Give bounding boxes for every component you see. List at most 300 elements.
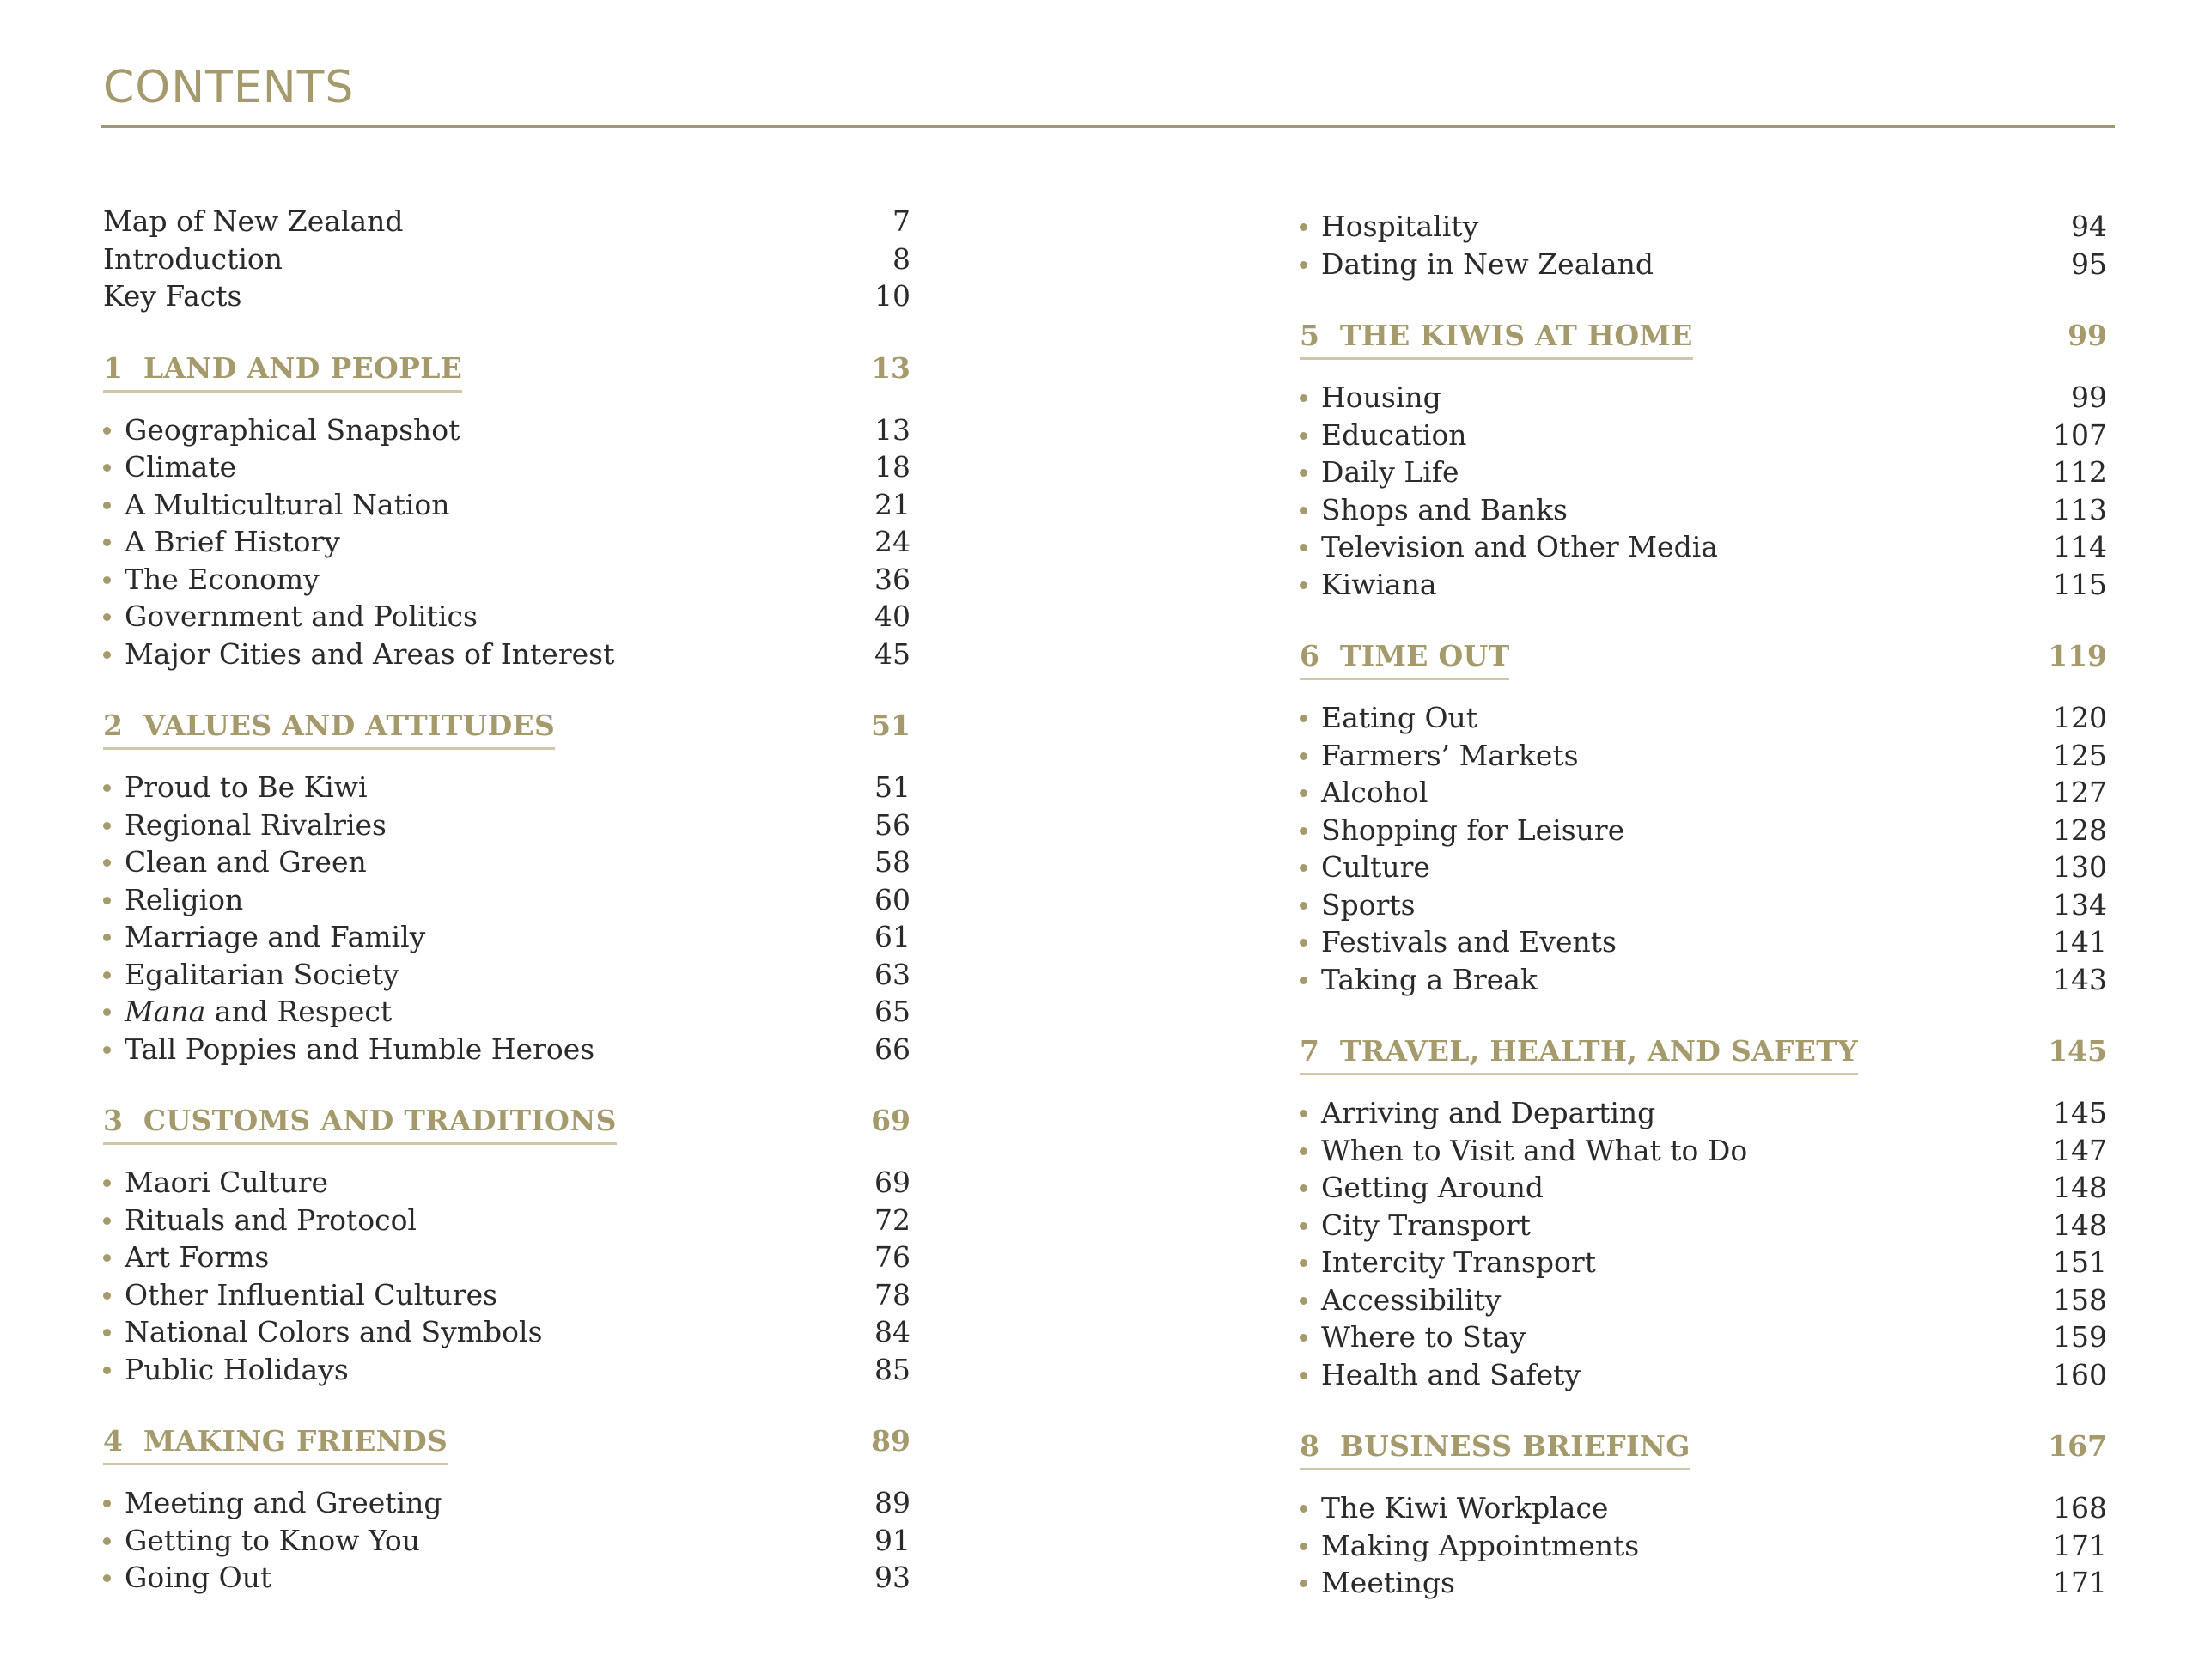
toc-entry-page-number: 115 <box>2053 567 2107 601</box>
toc-entry[interactable] <box>1300 699 2107 737</box>
toc-entry[interactable] <box>103 598 911 636</box>
toc-entry-page-number: 13 <box>874 412 911 447</box>
bullet-icon <box>103 1500 111 1507</box>
toc-entry[interactable] <box>103 636 911 673</box>
toc-entry[interactable] <box>103 1313 911 1351</box>
toc-entry[interactable] <box>103 1164 911 1202</box>
section-heading[interactable] <box>103 351 911 393</box>
toc-entry[interactable] <box>103 1484 911 1522</box>
toc-entry-page-number: 145 <box>2053 1096 2107 1129</box>
toc-entry-page-number: 107 <box>2053 417 2107 452</box>
toc-entry[interactable] <box>1300 961 2107 999</box>
toc-entry-label-text: Going Out <box>125 1561 272 1594</box>
section-page-number: 145 <box>2048 1034 2107 1068</box>
toc-entry-page-number: 143 <box>2053 962 2107 996</box>
toc-entry[interactable] <box>103 561 911 599</box>
section-title: 3 CUSTOMS AND TRADITIONS <box>103 1104 617 1145</box>
bullet-icon <box>103 822 111 830</box>
bullet-icon <box>1300 752 1307 760</box>
bullet-icon <box>1300 1147 1307 1155</box>
bullet-icon <box>103 539 111 546</box>
toc-entry-label-text: The Economy <box>125 562 320 596</box>
toc-entry-label-text: and Respect <box>205 995 393 1028</box>
bullet-icon <box>103 897 111 904</box>
toc-entry-page-number: 160 <box>2053 1357 2107 1391</box>
toc-entry-label <box>103 993 392 1031</box>
toc-entry-label <box>103 1239 269 1276</box>
section-heading[interactable] <box>1300 639 2107 680</box>
toc-entry-page-number: 40 <box>874 600 911 633</box>
toc-entry[interactable] <box>1300 566 2107 604</box>
toc-entry-label <box>103 881 243 919</box>
toc-entry-label-text: Housing <box>1321 380 1441 414</box>
toc-entry-page-number: 171 <box>2053 1566 2107 1599</box>
toc-entry-page-number: 65 <box>874 995 911 1028</box>
toc-entry-label-text: Meetings <box>1321 1566 1455 1599</box>
bullet-icon <box>103 502 111 509</box>
toc-entry-page-number: 130 <box>2053 850 2107 884</box>
toc-entry-label <box>103 956 399 994</box>
toc-entry[interactable] <box>103 769 911 807</box>
toc-entry[interactable] <box>103 277 911 315</box>
section-heading[interactable] <box>1300 1429 2107 1470</box>
toc-entry-label <box>1300 1244 1596 1281</box>
toc-entry-label-text: Accessibility <box>1321 1282 1502 1317</box>
toc-entry-page-number: 159 <box>2053 1320 2107 1354</box>
bullet-icon <box>103 1179 111 1187</box>
toc-entry[interactable] <box>1300 491 2107 529</box>
toc-entry-label-text: Public Holidays <box>125 1352 349 1386</box>
bullet-icon <box>103 1537 111 1545</box>
toc-section <box>103 1104 911 1388</box>
bullet-icon <box>1300 1580 1307 1587</box>
toc-entry[interactable] <box>1300 1489 2107 1527</box>
toc-entry-page-number: 94 <box>2071 210 2107 243</box>
toc-entry-label-text: Festivals and Events <box>1321 925 1617 959</box>
toc-entry[interactable] <box>1300 1094 2107 1132</box>
bullet-icon <box>1300 1543 1307 1550</box>
toc-entry[interactable] <box>1300 1207 2107 1245</box>
toc-entry[interactable] <box>1300 1169 2107 1207</box>
toc-entry-label-text: Shops and Banks <box>1321 492 1568 527</box>
toc-entry-page-number: 66 <box>874 1032 911 1066</box>
section-page-number: 99 <box>2068 319 2107 352</box>
toc-entry[interactable] <box>1300 1132 2107 1170</box>
section-title: 6 TIME OUT <box>1300 639 1509 680</box>
bullet-icon <box>1300 1184 1307 1192</box>
section-heading[interactable] <box>1300 319 2107 360</box>
toc-entry-label <box>1300 849 1430 886</box>
bullet-icon <box>1300 1110 1307 1117</box>
toc-entry-label <box>1300 737 1579 775</box>
bullet-icon <box>103 1574 111 1582</box>
section-page-number: 89 <box>871 1424 911 1458</box>
toc-entry-label-text: National Colors and Symbols <box>125 1315 543 1348</box>
toc-entry-label-text: Map of New Zealand <box>103 204 404 238</box>
toc-entry-label-text: When to Visit and What to Do <box>1321 1133 1748 1167</box>
section-title: 2 VALUES AND ATTITUDES <box>103 709 555 750</box>
bullet-icon <box>1300 1222 1307 1230</box>
toc-entry-page-number: 125 <box>2053 738 2107 772</box>
toc-entry-label <box>103 240 283 278</box>
bullet-icon <box>103 1329 111 1336</box>
section-title: 7 TRAVEL, HEALTH, AND SAFETY <box>1300 1034 1858 1075</box>
toc-entry[interactable] <box>103 1202 911 1239</box>
toc-entry-label-text: Getting Around <box>1321 1171 1544 1204</box>
toc-entry-label <box>103 486 450 524</box>
toc-entry-page-number: 45 <box>874 636 911 671</box>
toc-entry-page-number: 60 <box>874 882 911 916</box>
toc-entry-page-number: 84 <box>874 1315 911 1348</box>
toc-entry-label-text: Rituals and Protocol <box>125 1202 417 1237</box>
bullet-icon <box>103 1254 111 1262</box>
toc-entry-label-text: Climate <box>125 450 237 484</box>
toc-entry-label-text: Taking a Break <box>1321 962 1538 996</box>
toc-entry-page-number: 147 <box>2053 1133 2107 1167</box>
bullet-icon <box>1300 715 1307 722</box>
toc-entry-page-number: 58 <box>874 845 911 879</box>
toc-entry-page-number: 24 <box>874 525 911 558</box>
toc-entry-label <box>103 1559 271 1597</box>
toc-entry[interactable] <box>1300 1527 2107 1565</box>
toc-entry-label-text: A Brief History <box>125 525 340 558</box>
toc-entry-page-number: 168 <box>2053 1491 2107 1525</box>
toc-entry-page-number: 10 <box>874 279 911 313</box>
toc-entry[interactable] <box>103 956 911 994</box>
toc-entry-label <box>1300 566 1437 604</box>
bullet-icon <box>1300 977 1307 984</box>
bullet-icon <box>1300 1297 1307 1305</box>
toc-entry-page-number: 120 <box>2053 701 2107 734</box>
toc-entry[interactable] <box>1300 812 2107 849</box>
toc-entry-page-number: 72 <box>874 1202 911 1237</box>
toc-entry-label-text: Sports <box>1321 887 1416 922</box>
toc-entry[interactable] <box>103 843 911 881</box>
toc-entry-page-number: 114 <box>2053 530 2107 563</box>
toc-entry-page-number: 95 <box>2071 247 2107 281</box>
toc-entry[interactable] <box>103 1559 911 1597</box>
toc-entry[interactable] <box>103 1239 911 1276</box>
section-title: 5 THE KIWIS AT HOME <box>1300 319 1693 360</box>
toc-entry-label <box>103 1484 442 1522</box>
toc-entry-label <box>103 277 241 315</box>
bullet-icon <box>103 613 111 621</box>
bullet-icon <box>1300 864 1307 872</box>
toc-entry-label-text: Clean and Green <box>125 845 367 879</box>
section-heading[interactable] <box>103 709 911 750</box>
bullet-icon <box>103 859 111 867</box>
toc-entry-label <box>103 843 367 881</box>
toc-entry-label <box>1300 417 1467 454</box>
toc-entry-label-text: Meeting and Greeting <box>125 1486 442 1519</box>
toc-entry-label-text: Regional Rivalries <box>125 807 387 842</box>
bullet-icon <box>1300 789 1307 797</box>
toc-section <box>1300 1034 2107 1393</box>
bullet-icon <box>1300 1505 1307 1513</box>
toc-entry-label <box>103 598 478 636</box>
right-column <box>1300 203 2107 1602</box>
toc-entry-label <box>103 1164 328 1202</box>
title-rule <box>101 125 2115 128</box>
toc-entry-page-number: 141 <box>2053 925 2107 959</box>
bullet-icon <box>1300 469 1307 477</box>
toc-entry[interactable] <box>1300 208 2107 246</box>
toc-entry-label <box>1300 1356 1581 1394</box>
toc-entry-label-text: Eating Out <box>1321 701 1478 734</box>
toc-entry-label-text: City Transport <box>1321 1208 1531 1242</box>
bullet-icon <box>1300 581 1307 589</box>
continued-entries <box>1300 208 2107 283</box>
toc-entry-label <box>1300 961 1538 999</box>
toc-entry-label-text: Shopping for Leisure <box>1321 813 1625 847</box>
toc-entry-label <box>1300 246 1654 283</box>
toc-entry-label <box>1300 1132 1747 1170</box>
toc-entry-label <box>1300 886 1416 924</box>
toc-entry-label-text: Arriving and Departing <box>1321 1096 1656 1129</box>
toc-entry-label-text: Where to Stay <box>1321 1320 1526 1354</box>
toc-entry-label-text: Government and Politics <box>125 600 478 633</box>
toc-entry[interactable] <box>103 881 911 919</box>
toc-entry[interactable] <box>103 1276 911 1314</box>
toc-entry-label-text: Egalitarian Society <box>125 957 399 991</box>
toc-entry[interactable] <box>103 918 911 956</box>
toc-entry[interactable] <box>1300 417 2107 454</box>
toc-entry-label <box>103 1276 497 1314</box>
toc-entry-label-text: The Kiwi Workplace <box>1321 1491 1609 1525</box>
toc-entry[interactable] <box>1300 453 2107 491</box>
section-heading[interactable] <box>103 1104 911 1145</box>
toc-entry-label <box>103 1522 420 1560</box>
intro-entries <box>103 203 911 315</box>
toc-entry[interactable] <box>103 240 911 278</box>
bullet-icon <box>103 1008 111 1016</box>
bullet-icon <box>1300 507 1307 514</box>
toc-entry-label <box>1300 453 1459 491</box>
bullet-icon <box>1300 1334 1307 1342</box>
toc-entry-label <box>1300 812 1624 849</box>
toc-entry-page-number: 89 <box>874 1486 911 1519</box>
toc-entry-page-number: 21 <box>874 487 911 521</box>
toc-entry[interactable] <box>103 993 911 1031</box>
toc-entry[interactable] <box>1300 246 2107 283</box>
toc-entry[interactable] <box>1300 1318 2107 1356</box>
toc-entry-page-number: 128 <box>2053 813 2107 847</box>
toc-entry-label-text: Getting to Know You <box>125 1523 421 1557</box>
toc-entry-page-number: 7 <box>892 204 911 238</box>
toc-entry-label-text: Culture <box>1321 850 1430 884</box>
toc-entry-label-text: Alcohol <box>1321 776 1428 809</box>
toc-entry-label-text: Hospitality <box>1321 210 1479 243</box>
bullet-icon <box>103 1046 111 1054</box>
toc-entry[interactable] <box>1300 379 2107 417</box>
toc-entry-label <box>103 807 387 844</box>
bullet-icon <box>1300 223 1307 231</box>
left-column <box>103 203 911 1597</box>
toc-entry-label-text: Education <box>1321 417 1467 452</box>
toc-entry-page-number: 171 <box>2053 1528 2107 1562</box>
toc-entry-page-number: 158 <box>2053 1282 2107 1317</box>
toc-entry-label <box>1300 379 1441 417</box>
toc-entry-label <box>103 561 320 599</box>
bullet-icon <box>1300 1372 1307 1379</box>
toc-entry-page-number: 127 <box>2053 776 2107 809</box>
toc-entry[interactable] <box>103 1031 911 1068</box>
toc-entry[interactable] <box>1300 737 2107 775</box>
toc-entry[interactable] <box>103 1351 911 1389</box>
toc-entry-page-number: 36 <box>874 562 911 596</box>
bullet-icon <box>103 1367 111 1374</box>
toc-entry[interactable] <box>103 448 911 486</box>
toc-entry[interactable] <box>1300 1281 2107 1319</box>
toc-entry-label-text: Tall Poppies and Humble Heroes <box>125 1032 595 1066</box>
toc-entry[interactable] <box>103 523 911 561</box>
toc-section <box>103 709 911 1068</box>
section-heading[interactable] <box>1300 1034 2107 1075</box>
toc-entry-page-number: 113 <box>2053 492 2107 527</box>
toc-entry-label <box>1300 923 1617 961</box>
toc-entry-label-text: Key Facts <box>103 279 242 313</box>
toc-entry[interactable] <box>1300 1356 2107 1394</box>
bullet-icon <box>103 934 111 941</box>
section-page-number: 51 <box>871 709 911 742</box>
toc-entry-page-number: 51 <box>874 770 911 804</box>
toc-entry-label <box>103 1202 417 1239</box>
toc-entry-page-number: 76 <box>874 1240 911 1274</box>
toc-entry-page-number: 63 <box>874 957 911 991</box>
toc-entry-label <box>1300 1207 1531 1245</box>
toc-entry[interactable] <box>103 486 911 524</box>
toc-entry-label-text: Introduction <box>103 241 283 276</box>
bullet-icon <box>103 464 111 472</box>
toc-entry-label-text: Maori Culture <box>125 1166 329 1199</box>
bullet-icon <box>1300 827 1307 835</box>
toc-entry-label <box>1300 774 1428 812</box>
toc-entry-label-text: Television and Other Media <box>1321 530 1718 563</box>
toc-entry-label-text: Religion <box>125 882 244 916</box>
toc-entry[interactable] <box>1300 1244 2107 1281</box>
toc-entry-page-number: 151 <box>2053 1245 2107 1279</box>
toc-entry[interactable] <box>103 1522 911 1560</box>
toc-entry-label-text: Major Cities and Areas of Interest <box>125 636 615 671</box>
toc-entry-label-text: Other Influential Cultures <box>125 1277 498 1312</box>
toc-entry-page-number: 8 <box>892 241 911 276</box>
bullet-icon <box>103 651 111 659</box>
toc-entry-label-text: Dating in New Zealand <box>1321 247 1654 281</box>
toc-entry-page-number: 78 <box>874 1277 911 1312</box>
bullet-icon <box>1300 432 1307 440</box>
toc-entry-label <box>1300 491 1568 529</box>
bullet-icon <box>103 427 111 435</box>
toc-entry-label-text: Daily Life <box>1321 455 1459 489</box>
bullet-icon <box>1300 544 1307 551</box>
section-title: 4 MAKING FRIENDS <box>103 1424 448 1465</box>
toc-entry[interactable] <box>1300 1564 2107 1602</box>
toc-entry-label <box>1300 1318 1526 1356</box>
toc-entry-label <box>103 411 460 449</box>
section-page-number: 167 <box>2048 1429 2107 1463</box>
toc-entry-label <box>103 636 614 673</box>
toc-entry-label <box>103 1351 349 1389</box>
toc-entry-label <box>103 1031 594 1068</box>
toc-entry-label <box>103 769 368 807</box>
section-title: 8 BUSINESS BRIEFING <box>1300 1429 1690 1470</box>
toc-entry-page-number: 61 <box>874 920 911 953</box>
section-page-number: 69 <box>871 1104 911 1137</box>
toc-entry-label-text: Health and Safety <box>1321 1357 1581 1391</box>
section-title: 1 LAND AND PEOPLE <box>103 351 462 393</box>
toc-entry-label <box>1300 1094 1655 1132</box>
toc-entry-label-italic: Mana <box>125 995 206 1028</box>
toc-entry-label-text: Farmers’ Markets <box>1321 738 1579 772</box>
toc-entry-label <box>103 523 340 561</box>
toc-entry-label-text: Art Forms <box>125 1240 270 1274</box>
toc-entry-label <box>1300 208 1478 246</box>
bullet-icon <box>103 1217 111 1225</box>
toc-entry-label-text: Making Appointments <box>1321 1528 1640 1562</box>
toc-entry-page-number: 18 <box>874 450 911 484</box>
toc-section <box>1300 319 2107 603</box>
toc-entry-label-text: Kiwiana <box>1321 567 1437 601</box>
toc-entry-page-number: 148 <box>2053 1171 2107 1204</box>
toc-entry[interactable] <box>1300 774 2107 812</box>
toc-entry-label <box>1300 699 1477 737</box>
toc-entry[interactable] <box>103 411 911 449</box>
bullet-icon <box>103 784 111 792</box>
bullet-icon <box>1300 939 1307 947</box>
bullet-icon <box>103 971 111 979</box>
bullet-icon <box>1300 902 1307 910</box>
toc-section <box>103 351 911 673</box>
toc-entry-label-text: Intercity Transport <box>1321 1245 1596 1279</box>
toc-entry-page-number: 91 <box>874 1523 911 1557</box>
toc-entry-label <box>103 1313 543 1351</box>
section-page-number: 119 <box>2048 639 2107 673</box>
section-heading[interactable] <box>103 1424 911 1465</box>
toc-entry-page-number: 112 <box>2053 455 2107 489</box>
toc-entry-page-number: 56 <box>874 807 911 842</box>
page-title: CONTENTS <box>103 62 355 113</box>
toc-entry[interactable] <box>103 807 911 844</box>
toc-entry-label <box>1300 528 1718 566</box>
toc-entry-label <box>103 918 425 956</box>
toc-entry-page-number: 85 <box>874 1352 911 1386</box>
toc-entry-label <box>103 448 236 486</box>
toc-entry-label <box>1300 1169 1544 1207</box>
toc-entry[interactable] <box>1300 528 2107 566</box>
toc-entry-label-text: Proud to Be Kiwi <box>125 770 368 804</box>
toc-entry-label-text: A Multicultural Nation <box>125 487 450 521</box>
toc-entry[interactable] <box>1300 923 2107 961</box>
toc-entry-label <box>1300 1527 1639 1565</box>
toc-entry-page-number: 148 <box>2053 1208 2107 1242</box>
toc-entry-page-number: 99 <box>2071 380 2107 414</box>
bullet-icon <box>1300 1259 1307 1267</box>
toc-entry-label <box>103 203 404 240</box>
toc-entry[interactable] <box>103 203 911 240</box>
toc-entry[interactable] <box>1300 886 2107 924</box>
toc-section <box>103 1424 911 1597</box>
toc-section <box>1300 639 2107 998</box>
toc-entry-label-text: Geographical Snapshot <box>125 412 460 447</box>
toc-entry[interactable] <box>1300 849 2107 886</box>
section-page-number: 13 <box>871 350 911 385</box>
toc-entry-page-number: 69 <box>874 1166 911 1199</box>
toc-entry-label <box>1300 1489 1608 1527</box>
bullet-icon <box>103 1292 111 1300</box>
toc-entry-page-number: 134 <box>2053 887 2107 922</box>
toc-entry-label-text: Marriage and Family <box>125 920 426 953</box>
toc-entry-page-number: 93 <box>874 1561 911 1594</box>
